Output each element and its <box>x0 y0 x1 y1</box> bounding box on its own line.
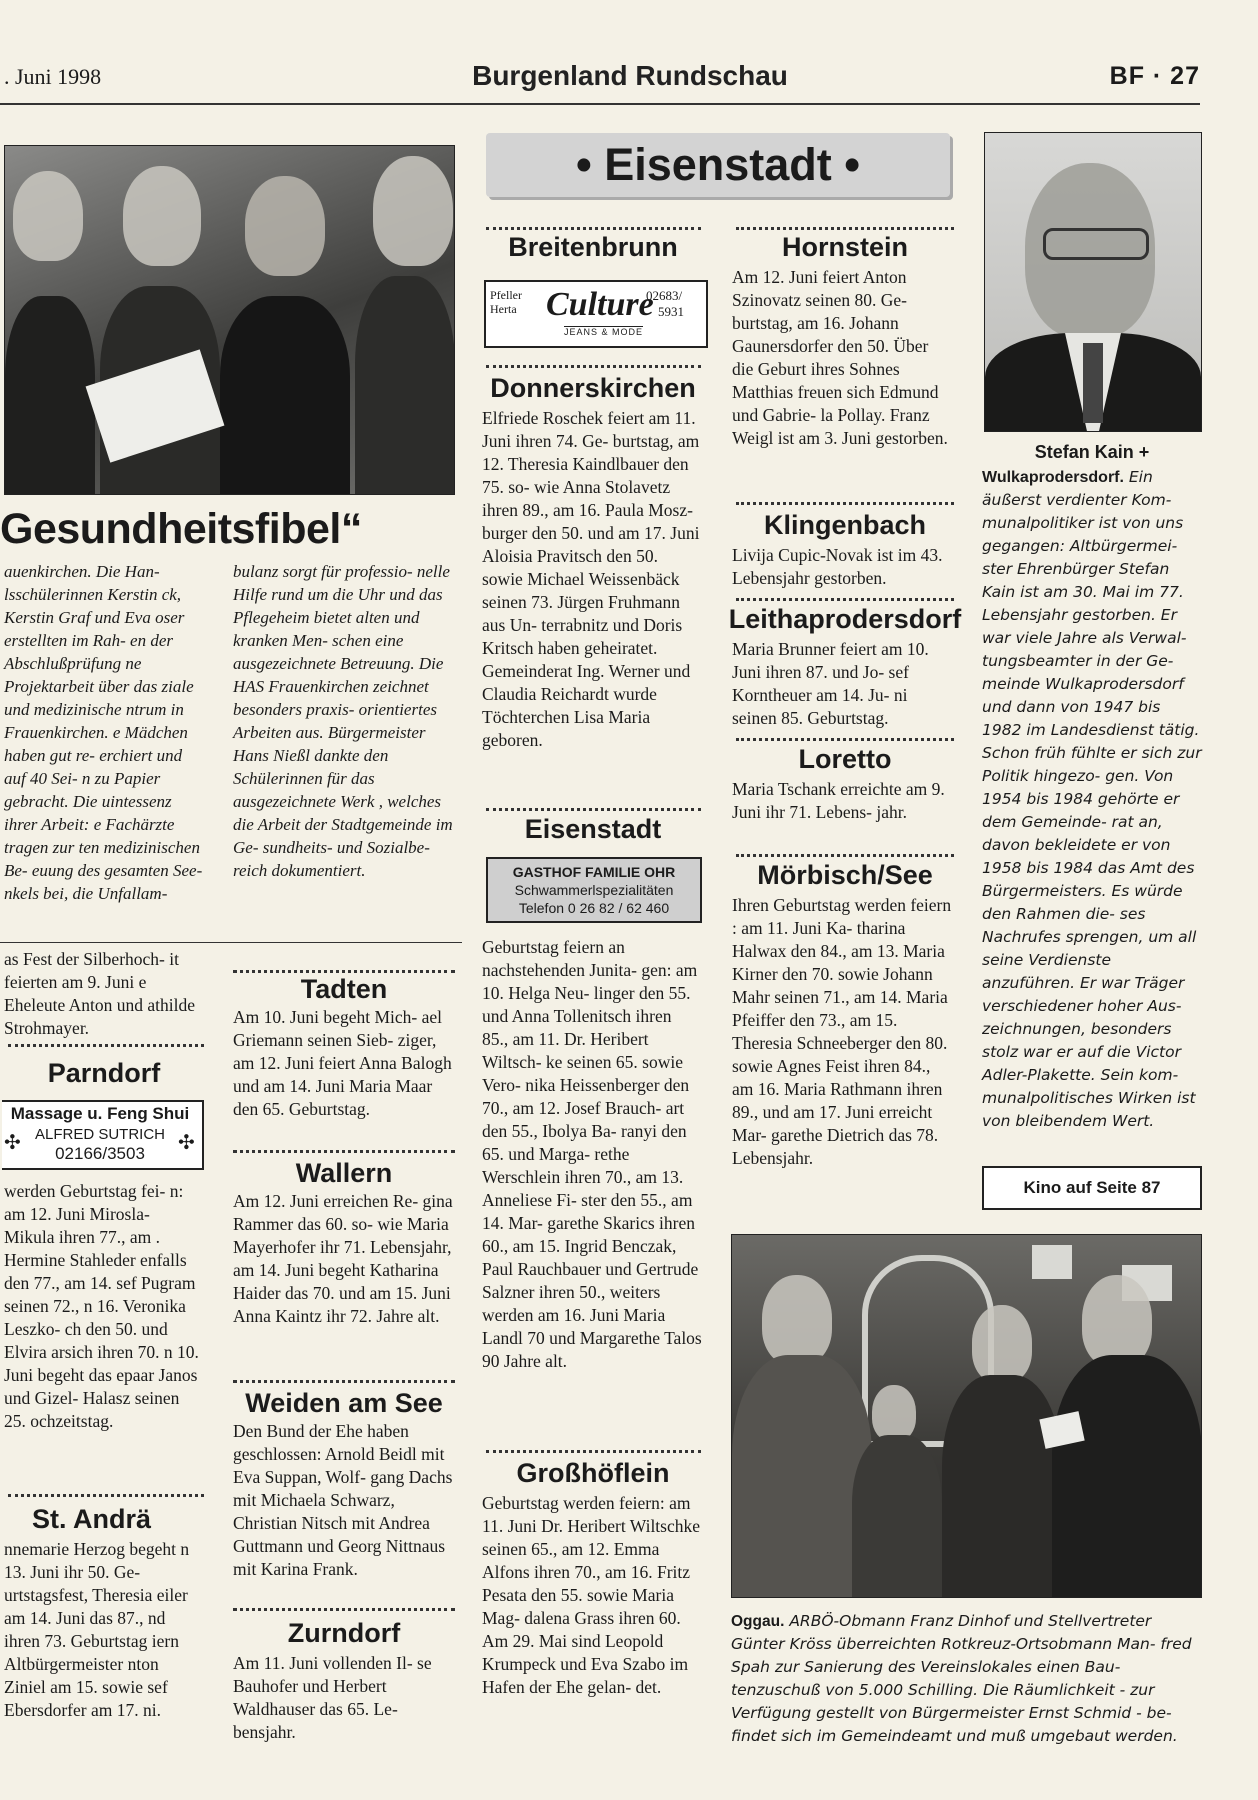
culture-logo: Culture <box>546 286 654 323</box>
parndorf-text: werden Geburtstag fei- n: am 12. Juni Mirosla- Mikula ihren 77., am . Hermine Stahleder enfalls den 77., am 14. sef Pugram seinen 72., n 16. Veronika Leszko- ch den 50. und Elvira arsich ihren 70. n 10. Juni begeht das epaar Janos und Gizel- Halasz seinen 25. ochzeitstag. <box>4 1181 199 1431</box>
story-end-rule <box>0 942 462 943</box>
divider <box>8 1494 204 1497</box>
divider <box>233 970 455 973</box>
divider <box>736 854 954 857</box>
donnerskirchen-text: Elfriede Roschek feiert am 11. Juni ihren 74. Ge- burtstag, am 12. Theresia Kaindlbauer den 75. so- wie Anna Stolavetz ihren 89., am 16. Paula Mosz- burger den 50. und am 17. Juni Aloisia Pravitsch den 50. sowie Michael Weissenbäck seinen 73. Jürgen Fruhmann aus Un- terrabnitz und Doris Kritsch haben geheiratet. Gemeinderat Ing. Werner und Claudia Reichardt wurde Töchterchen Lisa Maria geboren. <box>482 408 700 750</box>
leithaprodersdorf-text: Maria Brunner feiert am 10. Juni ihren 87. und Jo- sef Korntheuer am 14. Ju- ni seinen 85. Geburtstag. <box>732 639 929 728</box>
oggau-text: ARBÖ-Obmann Franz Dinhof und Stellvertreter Günter Kröss überreichten Rotkreuz-Ortsobmann Man- fred Spah zur Sanierung des Vereinslokales einen Bau- tenzuschuß von 5.000 Schilling. Die Räumlichkeit - zur Verfügung gestellt von Bürgermeister Ernst Schmid - be- findet sich im Gemeindeamt und muß umgebaut werden. <box>731 1612 1192 1745</box>
ad-culture-jeans-mode: Pfeller Herta Culture JEANS & MODE 02683/ 5931 <box>484 280 708 348</box>
knot-icon: ✣ <box>4 1132 21 1154</box>
divider <box>736 502 954 505</box>
oggau-place: Oggau. <box>731 1613 785 1630</box>
section-head-loretto: Loretto <box>798 744 892 774</box>
kino-label: Kino auf Seite 87 <box>1023 1178 1161 1197</box>
eisenstadt-banner: • Eisenstadt • <box>486 133 950 197</box>
oggau-handover-photo <box>731 1234 1202 1598</box>
eisenstadt-text: Geburtstag feiern an nachstehenden Junita- gen: am 10. Helga Neu- linger den 55. und Anna Tollenitsch ihren 85., am 11. Dr. Heribert Wiltsch- ke seinen 65. sowie Vero- nika Heissenberger den 70., am 12. Josef Brauch- art den 55., Ibolya Ba- ranyi den 65. und Marga- rethe Werschlein ihren 70., am 13. Anneliese Fi- ster den 55., am 14. Mar- garethe Skarics ihren 60., am 15. Ingrid Benczak, Paul Rauchbauer und Gertrude Salzner ihren 50., weiters werden am 16. Juni Maria Landl 70 und Margarethe Talos 90 Jahre alt. <box>482 937 702 1371</box>
section-head-st-andrae: St. Andrä <box>32 1504 152 1534</box>
story-column-2: bulanz sorgt für professio- nelle Hilfe rund um die Uhr und das Pflegeheim bietet alten und kranken Men- schen eine ausgezeichnete Betreuung. Die HAS Frauenkirchen zeichnet besonders praxis- orientiertes Arbeiten aus. Bürgermeister Hans Nießl dankte den Schülerinnen für das ausgezeichnete Werk , welches die Arbeit der Stadtgemeinde im Ge- sundheits- und Sozialbe- reich dokumentiert. <box>233 562 453 880</box>
section-head-leithaprodersdorf: Leithaprodersdorf <box>728 604 962 634</box>
st-andrae-text: nnemarie Herzog begeht n 13. Juni ihr 50. Ge- urtstagsfest, Theresia eiler am 14. Juni das 87., nd ihren 73. Geburtstag iern Altbürgermeister nton Ziniel am 15. sowie sef Ebersdorfer am 17. ni. <box>4 1539 190 1720</box>
ad-gasthof-familie-ohr: GASTHOF FAMILIE OHR Schwammerlspezialitäten Telefon 0 26 82 / 62 460 <box>486 857 702 923</box>
divider <box>233 1150 455 1153</box>
zurndorf-text: Am 11. Juni vollenden Il- se Bauhofer und Herbert Waldhauser das 65. Le- bensjahr. <box>233 1653 432 1742</box>
header-rule <box>0 103 1200 105</box>
divider <box>8 1044 204 1047</box>
divider <box>736 227 954 230</box>
divider <box>736 598 954 601</box>
silver-wedding-text: as Fest der Silberhoch- it feierten am 9. Juni e Eheleute Anton und athilde Strohmayer. <box>4 949 195 1038</box>
moerbisch-text: Ihren Geburtstag werden feiern : am 11. Juni Ka- tharina Halwax den 84., am 13. Maria Kirner den 70. sowie Johann Mahr seinen 71., am 14. Maria Pfeiffer den 73., am 15. Theresia Schneeberger den 80. sowie Agnes Feist ihren 84., am 16. Maria Rathmann ihren 89., und am 17. Juni erreicht Mar- garethe Dietrich das 78. Lebensjahr. <box>732 895 952 1168</box>
divider <box>486 227 701 230</box>
obituary-caption-name: Stefan Kain + <box>1034 442 1150 462</box>
divider <box>233 1380 455 1383</box>
section-head-eisenstadt: Eisenstadt <box>524 814 662 844</box>
ad-feng-shui: Massage u. Feng Shui ✣ ALFRED SUTRICH 02166/3503 ✣ <box>2 1100 204 1170</box>
section-head-hornstein: Hornstein <box>781 232 908 262</box>
divider <box>486 808 701 811</box>
gesundheitsfibel-photo <box>4 145 455 495</box>
section-head-donnerskirchen: Donnerskirchen <box>490 373 696 403</box>
section-head-parndorf: Parndorf <box>47 1058 161 1088</box>
wallern-text: Am 12. Juni erreichen Re- gina Rammer das 60. so- wie Maria Mayerhofer ihr 71. Lebensjahr, am 14. Juni begeht Katharina Haider das 70. und am 15. Juni Anna Kaintz ihr 72. Jahre alt. <box>233 1191 453 1326</box>
section-head-moerbisch: Mörbisch/See <box>757 860 933 890</box>
obituary-text <box>982 466 1202 1133</box>
knot-icon: ✣ <box>178 1132 195 1154</box>
section-head-zurndorf: Zurndorf <box>287 1618 401 1648</box>
section-head-grosshoeflein: Großhöflein <box>516 1458 670 1488</box>
story-column-1: auenkirchen. Die Han- lsschülerinnen Kerstin ck, Kerstin Graf und Eva oser erstellten im Rah- en der Abschlußprüfung ne Projektarbeit über das ziale und medizinische ntrum in Frauenkirchen. e Mädchen haben gut re- erchiert und auf 40 Sei- n zu Papier gebracht. Die uintessenz ihrer Arbeit: e Fachärzte tragen zur ten medizinischen Be- euung des gesamten See- nkels bei, die Unfallam- <box>4 562 203 903</box>
obituary-body: Ein äußerst verdienter Kom- munalpolitiker ist von uns gegangen: Altbürgermei- ster Ehrenbürger Stefan Kain ist am 30. Mai im 77. Lebensjahr gestorben. Er war viele Jahre als Verwal- tungsbeamter in der Ge- meinde Wulkaprodersdorf und dann von 1947 bis 1982 im Landesdienst tätig. Schon früh fühlte er sich zur Politik hingezo- gen. Von 1954 bis 1984 gehörte er dem Gemeinde- rat an, davon bekleidete er von 1958 bis 1984 das Amt des Bürgermeisters. Es würde den Rahmen die- ses Nachrufes sprengen, um all seine Verdienste anzuführen. Er war Träger verschiedener hoher Aus- zeichnungen, besonders stolz war er auf die Victor Adler-Plakette. Sein kom- munalpolitisches Wirken ist von bleibendem Wert. <box>982 468 1202 1130</box>
divider <box>486 1450 701 1453</box>
story-headline: Gesundheitsfibel“ <box>0 505 362 553</box>
section-head-tadten: Tadten <box>300 974 388 1004</box>
section-head-wallern: Wallern <box>295 1158 393 1188</box>
oggau-caption <box>731 1610 1203 1748</box>
obituary-place: Wulkaprodersdorf. <box>982 469 1124 486</box>
kino-reference-box <box>982 1166 1202 1210</box>
header-page-number: BF · 27 <box>1109 62 1200 90</box>
section-head-klingenbach: Klingenbach <box>763 510 926 540</box>
tadten-text: Am 10. Juni begeht Mich- ael Griemann seinen Sieb- ziger, am 12. Juni feiert Anna Balogh und am 14. Juni Maria Maar den 65. Geburtstag. <box>233 1007 452 1119</box>
loretto-text: Maria Tschank erreichte am 9. Juni ihr 71. Lebens- jahr. <box>732 779 945 822</box>
section-head-weiden-am-see: Weiden am See <box>245 1388 443 1418</box>
grosshoeflein-text: Geburtstag werden feiern: am 11. Juni Dr. Heribert Wiltschke seinen 65., am 12. Emma Alfons ihren 70., am 16. Fritz Pesata den 55. sowie Maria Mag- dalena Grass ihren 60. Am 29. Mai sind Leopold Krumpeck und Eva Szabo im Hafen der Ehe gelan- det. <box>482 1493 701 1697</box>
divider <box>486 365 701 368</box>
header-date: . Juni 1998 <box>4 64 102 89</box>
divider <box>736 738 954 741</box>
divider <box>233 1608 455 1611</box>
weiden-text: Den Bund der Ehe haben geschlossen: Arnold Beidl mit Eva Suppan, Wolf- gang Dachs mit Michaela Schwarz, Christian Nitsch mit Andrea Guttmann und Georg Nittnaus mit Karina Frank. <box>233 1421 453 1579</box>
stefan-kain-portrait <box>984 132 1202 432</box>
klingenbach-text: Livija Cupic-Novak ist im 43. Lebensjahr gestorben. <box>732 545 943 588</box>
section-head-breitenbrunn: Breitenbrunn <box>508 232 678 262</box>
header-paper-name: Burgenland Rundschau <box>472 60 788 91</box>
hornstein-text: Am 12. Juni feiert Anton Szinovatz seinen 80. Ge- burtstag, am 16. Johann Gaunersdorfer den 50. Über die Geburt ihres Sohnes Matthias freuen sich Edmund und Gabrie- la Pollay. Franz Weigl ist am 3. Juni gestorben. <box>732 267 948 448</box>
